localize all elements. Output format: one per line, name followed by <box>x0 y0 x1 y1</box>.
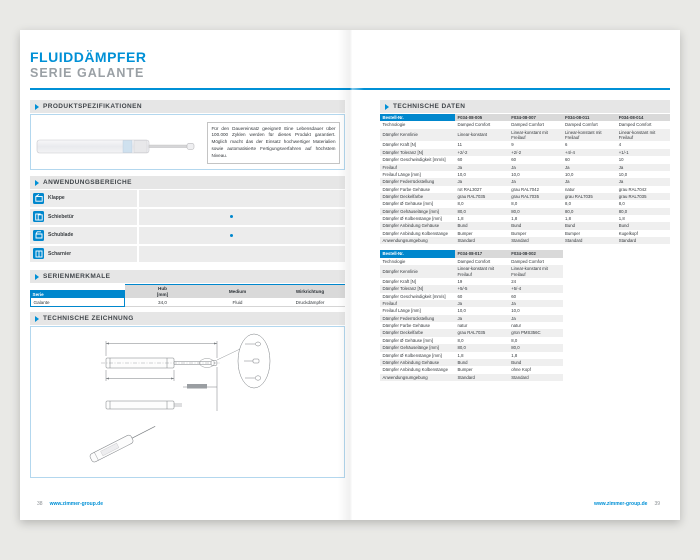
value-cell: Bund <box>455 222 509 229</box>
value-cell: 80,0 <box>455 208 509 215</box>
value-cell: 8,0 <box>563 200 617 207</box>
value-cell: 60 <box>455 293 509 300</box>
value-cell: Bumper <box>509 230 563 237</box>
row-label-cell: Dämpfer Toleranz [N] <box>380 285 455 292</box>
page-left <box>30 30 345 520</box>
value-cell: Bumper <box>455 366 509 373</box>
drawer-icon <box>33 230 44 241</box>
table-row <box>380 222 670 229</box>
table-row <box>380 149 670 156</box>
row-label-cell: Freilauf Länge [mm] <box>380 171 455 178</box>
table-row <box>380 278 563 285</box>
value-cell: 8,0 <box>455 200 509 207</box>
value-cell: Bumper <box>455 230 509 237</box>
value-cell: Damped Comfort <box>455 121 509 128</box>
row-label-cell: Dämpfer Farbe Gehäuse <box>380 186 455 193</box>
value-cell: 80,0 <box>509 208 563 215</box>
value-cell: 1,8 <box>455 352 509 359</box>
value-cell: 9 <box>509 141 563 148</box>
value-cell: Damped Comfort <box>509 121 563 128</box>
row-label-cell: Anwendungsumgebung <box>380 237 455 244</box>
value-cell: 24 <box>509 278 563 285</box>
table-row <box>380 374 563 381</box>
product-photo-box <box>30 114 345 170</box>
hub-header-cell: Hub [mm] <box>125 284 200 298</box>
value-cell: natur <box>563 186 617 193</box>
value-cell: Ja <box>509 164 563 171</box>
row-label-cell: Dämpfer Ø Gehäuse [mm] <box>380 200 455 207</box>
value-cell: Damped Comfort <box>509 258 563 265</box>
section-label: PRODUKTSPEZIFIKATIONEN <box>43 103 142 110</box>
row-label-cell: Freilauf <box>380 164 455 171</box>
page-number: 38 <box>37 501 43 507</box>
value-cell: grau RAL7042 <box>616 186 670 193</box>
value-cell: 6 <box>563 141 617 148</box>
row-label-cell: Dämpfer Anbindung Gehäuse <box>380 359 455 366</box>
value-cell: Ja <box>455 178 509 185</box>
part-number-cell: F034-08-011 <box>563 114 617 121</box>
table-row <box>380 141 670 148</box>
value-cell: Ja <box>509 315 563 322</box>
value-cell: Damped Comfort <box>563 121 617 128</box>
table-row <box>380 156 670 163</box>
table-row <box>380 337 563 344</box>
part-number-cell: F034-08-007 <box>509 114 563 121</box>
row-label-cell: Dämpfer Ø Kolbenstange [mm] <box>380 215 455 222</box>
value-cell: +1/-1 <box>616 149 670 156</box>
value-cell: grau RAL7035 <box>455 193 509 200</box>
table-row <box>380 285 563 292</box>
row-label-cell: Dämpfer Ø Gehäuse [mm] <box>380 337 455 344</box>
table-row <box>380 322 563 329</box>
value-cell: Bund <box>509 222 563 229</box>
technical-data-table-1 <box>380 114 670 244</box>
table-row <box>380 366 563 373</box>
value-cell: 8,0 <box>509 200 563 207</box>
row-label-cell: Dämpfer Deckelfarbe <box>380 329 455 336</box>
section-arrow-icon <box>35 104 39 110</box>
value-cell: Bund <box>509 359 563 366</box>
part-number-cell: F034-08-014 <box>616 114 670 121</box>
value-cell: Ja <box>509 300 563 307</box>
value-cell: Ja <box>455 300 509 307</box>
row-label-cell: Dämpfer Kennlinie <box>380 129 455 142</box>
table-row <box>380 237 670 244</box>
row-label-cell: Dämpfer Geschwindigkeit [mm/s] <box>380 293 455 300</box>
value-cell: Linear-konstant mit Freilauf <box>509 129 563 142</box>
value-cell: Kugelkopf <box>616 230 670 237</box>
section-arrow-icon <box>385 104 389 110</box>
series-features-table <box>30 284 345 307</box>
table-row <box>380 329 563 336</box>
value-cell: grau RAL7035 <box>455 329 509 336</box>
technical-data-table-2 <box>380 250 563 380</box>
value-cell: 10,0 <box>455 307 509 314</box>
medium-header-cell: Medium <box>200 284 275 298</box>
value-cell: Standard <box>455 237 509 244</box>
availability-dot <box>230 234 233 237</box>
website-link[interactable]: www.zimmer-group.de <box>594 501 648 507</box>
value-cell: grau RAL7035 <box>509 193 563 200</box>
row-label-cell: Dämpfer Federrückstellung <box>380 178 455 185</box>
order-number-header-cell: Bestell-Nr. <box>380 250 455 257</box>
hub-value-cell: 34,0 <box>125 298 200 307</box>
part-number-cell: F034-08-002 <box>509 250 563 257</box>
row-label-cell: Dämpfer Ø Kolbenstange [mm] <box>380 352 455 359</box>
value-cell: 10,0 <box>509 171 563 178</box>
row-label-cell: Freilauf <box>380 300 455 307</box>
value-cell: 80,0 <box>616 208 670 215</box>
value-cell: 4 <box>616 141 670 148</box>
row-label-cell: Dämpfer Gehäuselänge [mm] <box>380 344 455 351</box>
section-anwendungsbereiche <box>30 176 345 189</box>
value-cell: grau RAL7035 <box>616 193 670 200</box>
value-cell: Standard <box>509 237 563 244</box>
table-row <box>380 208 670 215</box>
product-description: Für den Dauereinsatz geeignet! Eine Lebensdauer über 100.000 Zyklen werden für dieses Produkt garantiert. Möglich macht das der Einsatz hochwertiger Materialien sowie automatisierte Fertigungsverfahren auf höchstem Niveau. <box>207 122 340 164</box>
table-row <box>380 230 670 237</box>
value-cell: 60 <box>563 156 617 163</box>
table-row <box>380 164 670 171</box>
row-label-cell: Dämpfer Anbindung Kolbenstange <box>380 366 455 373</box>
footer-right <box>594 501 660 507</box>
row-label-cell: Dämpfer Farbe Gehäuse <box>380 322 455 329</box>
value-cell: 10,0 <box>563 171 617 178</box>
technical-drawing-box <box>30 326 345 478</box>
value-cell: Ja <box>455 164 509 171</box>
table-row <box>380 293 563 300</box>
value-cell: Standard <box>509 374 563 381</box>
row-label-cell: Freilauf Länge [mm] <box>380 307 455 314</box>
part-number-cell: F034-08-005 <box>455 114 509 121</box>
value-cell: Ja <box>509 178 563 185</box>
section-arrow-icon <box>35 274 39 280</box>
value-cell: 1,8 <box>509 215 563 222</box>
section-label: ANWENDUNGSBEREICHE <box>43 179 132 186</box>
value-cell: Linear-konstant <box>455 129 509 142</box>
value-cell: +5/-5 <box>455 285 509 292</box>
table-row <box>380 307 563 314</box>
catalog-spread <box>20 30 680 520</box>
series-header-cell: Serie <box>30 290 125 298</box>
value-cell: Bund <box>563 222 617 229</box>
flap-icon <box>33 193 44 204</box>
application-label: Schublade <box>48 232 74 239</box>
table-row <box>380 129 670 142</box>
value-cell: 80,0 <box>455 344 509 351</box>
table-row <box>380 352 563 359</box>
section-arrow-icon <box>35 316 39 322</box>
row-label-cell: Dämpfer Anbindung Kolbenstange <box>380 230 455 237</box>
website-link[interactable]: www.zimmer-group.de <box>49 501 103 507</box>
value-cell: 60 <box>509 293 563 300</box>
value-cell: grau RAL7035 <box>563 193 617 200</box>
section-produktspezifikationen <box>30 100 345 113</box>
value-cell: natur <box>455 322 509 329</box>
value-cell: +5/-4 <box>509 285 563 292</box>
section-technische-daten <box>380 100 670 113</box>
value-cell: 11 <box>455 141 509 148</box>
table-row <box>380 215 670 222</box>
page-right <box>380 30 670 520</box>
table-row <box>380 359 563 366</box>
value-cell: Ja <box>563 178 617 185</box>
section-label: SERIENMERKMALE <box>43 273 111 280</box>
table-row <box>380 258 563 265</box>
value-cell: 1,8 <box>563 215 617 222</box>
row-label-cell: Dämpfer Kraft [N] <box>380 278 455 285</box>
table-row <box>380 300 563 307</box>
value-cell: 1,8 <box>455 215 509 222</box>
value-cell: 80,0 <box>563 208 617 215</box>
table-row <box>380 265 563 278</box>
table-row <box>380 193 670 200</box>
value-cell: natur <box>509 322 563 329</box>
application-row-scharnier <box>30 246 345 263</box>
technical-data-tables <box>380 114 670 387</box>
application-label: Scharnier <box>48 250 72 257</box>
application-label: Schiebetür <box>48 213 74 220</box>
value-cell: Damped Comfort <box>616 121 670 128</box>
series-subtitle: SERIE GALANTE <box>30 66 145 80</box>
row-label-cell: Dämpfer Anbindung Gehäuse <box>380 222 455 229</box>
series-name-cell: Galante <box>30 298 125 307</box>
application-row-schublade <box>30 227 345 244</box>
application-rows <box>30 190 345 264</box>
value-cell: grau RAL7042 <box>509 186 563 193</box>
value-cell: 8,0 <box>509 337 563 344</box>
row-label-cell: Dämpfer Geschwindigkeit [mm/s] <box>380 156 455 163</box>
wirkrichtung-header-cell: Wirkrichtung <box>275 284 345 298</box>
value-cell: 10,0 <box>509 307 563 314</box>
row-label-cell: Anwendungsumgebung <box>380 374 455 381</box>
value-cell: 1,8 <box>616 215 670 222</box>
section-label: TECHNISCHE ZEICHNUNG <box>43 315 134 322</box>
product-photo <box>31 115 201 169</box>
section-arrow-icon <box>35 180 39 186</box>
page-title: FLUIDDÄMPFER <box>30 49 147 65</box>
value-cell: 60 <box>455 156 509 163</box>
availability-dot <box>230 215 233 218</box>
row-label-cell: Dämpfer Deckelfarbe <box>380 193 455 200</box>
value-cell: +4/-4 <box>563 149 617 156</box>
value-cell: 60 <box>509 156 563 163</box>
value-cell: 10,0 <box>616 171 670 178</box>
value-cell: Linear-konstant mit Freilauf <box>509 265 563 278</box>
page-number: 39 <box>654 501 660 507</box>
order-number-header-cell: Bestell-Nr. <box>380 114 455 121</box>
section-serienmerkmale <box>30 270 345 283</box>
value-cell: +2/-2 <box>455 149 509 156</box>
part-number-cell: F034-08-017 <box>455 250 509 257</box>
value-cell: 10 <box>616 156 670 163</box>
value-cell: Bund <box>616 222 670 229</box>
table-row <box>380 200 670 207</box>
value-cell: 8,0 <box>616 200 670 207</box>
row-label-cell: Dämpfer Federrückstellung <box>380 315 455 322</box>
wirkrichtung-value-cell: Druckdämpfer <box>275 298 345 307</box>
row-label-cell: Dämpfer Kennlinie <box>380 265 455 278</box>
value-cell: Standard <box>563 237 617 244</box>
section-technische-zeichnung <box>30 312 345 325</box>
value-cell: Linear-konstant mit Freilauf <box>616 129 670 142</box>
value-cell: 80,0 <box>509 344 563 351</box>
value-cell: Damped Comfort <box>455 258 509 265</box>
value-cell: Ja <box>455 315 509 322</box>
table-row <box>380 315 563 322</box>
sliding-door-icon <box>33 211 44 222</box>
value-cell: rot RAL3027 <box>455 186 509 193</box>
row-label-cell: Technologie <box>380 258 455 265</box>
row-label-cell: Dämpfer Kraft [N] <box>380 141 455 148</box>
row-label-cell: Dämpfer Gehäuselänge [mm] <box>380 208 455 215</box>
application-label: Klappe <box>48 195 65 202</box>
table-row <box>380 171 670 178</box>
application-row-klappe <box>30 190 345 207</box>
application-row-schiebetuer <box>30 209 345 226</box>
value-cell: 10,0 <box>455 171 509 178</box>
value-cell: Bumper <box>563 230 617 237</box>
value-cell: +2/-2 <box>509 149 563 156</box>
value-cell: Standard <box>616 237 670 244</box>
technical-drawing <box>31 327 344 477</box>
value-cell: Bund <box>455 359 509 366</box>
row-label-cell: Technologie <box>380 121 455 128</box>
table-row <box>380 344 563 351</box>
value-cell: Ja <box>616 164 670 171</box>
table-row <box>380 121 670 128</box>
value-cell: 1,8 <box>509 352 563 359</box>
value-cell: 8,0 <box>455 337 509 344</box>
table-row <box>380 178 670 185</box>
value-cell: Linear-konstant mit Freilauf <box>455 265 509 278</box>
value-cell: 19 <box>455 278 509 285</box>
value-cell: Ja <box>616 178 670 185</box>
value-cell: Standard <box>455 374 509 381</box>
footer-left <box>37 501 103 507</box>
hinge-icon <box>33 248 44 259</box>
value-cell: Ja <box>563 164 617 171</box>
section-label: TECHNISCHE DATEN <box>393 103 466 110</box>
value-cell: ohne Kopf <box>509 366 563 373</box>
row-label-cell: Dämpfer Toleranz [N] <box>380 149 455 156</box>
medium-value-cell: Fluid <box>200 298 275 307</box>
table-row <box>380 186 670 193</box>
value-cell: grün PMS356C <box>509 329 563 336</box>
value-cell: Linear-konstant mit Freilauf <box>563 129 617 142</box>
